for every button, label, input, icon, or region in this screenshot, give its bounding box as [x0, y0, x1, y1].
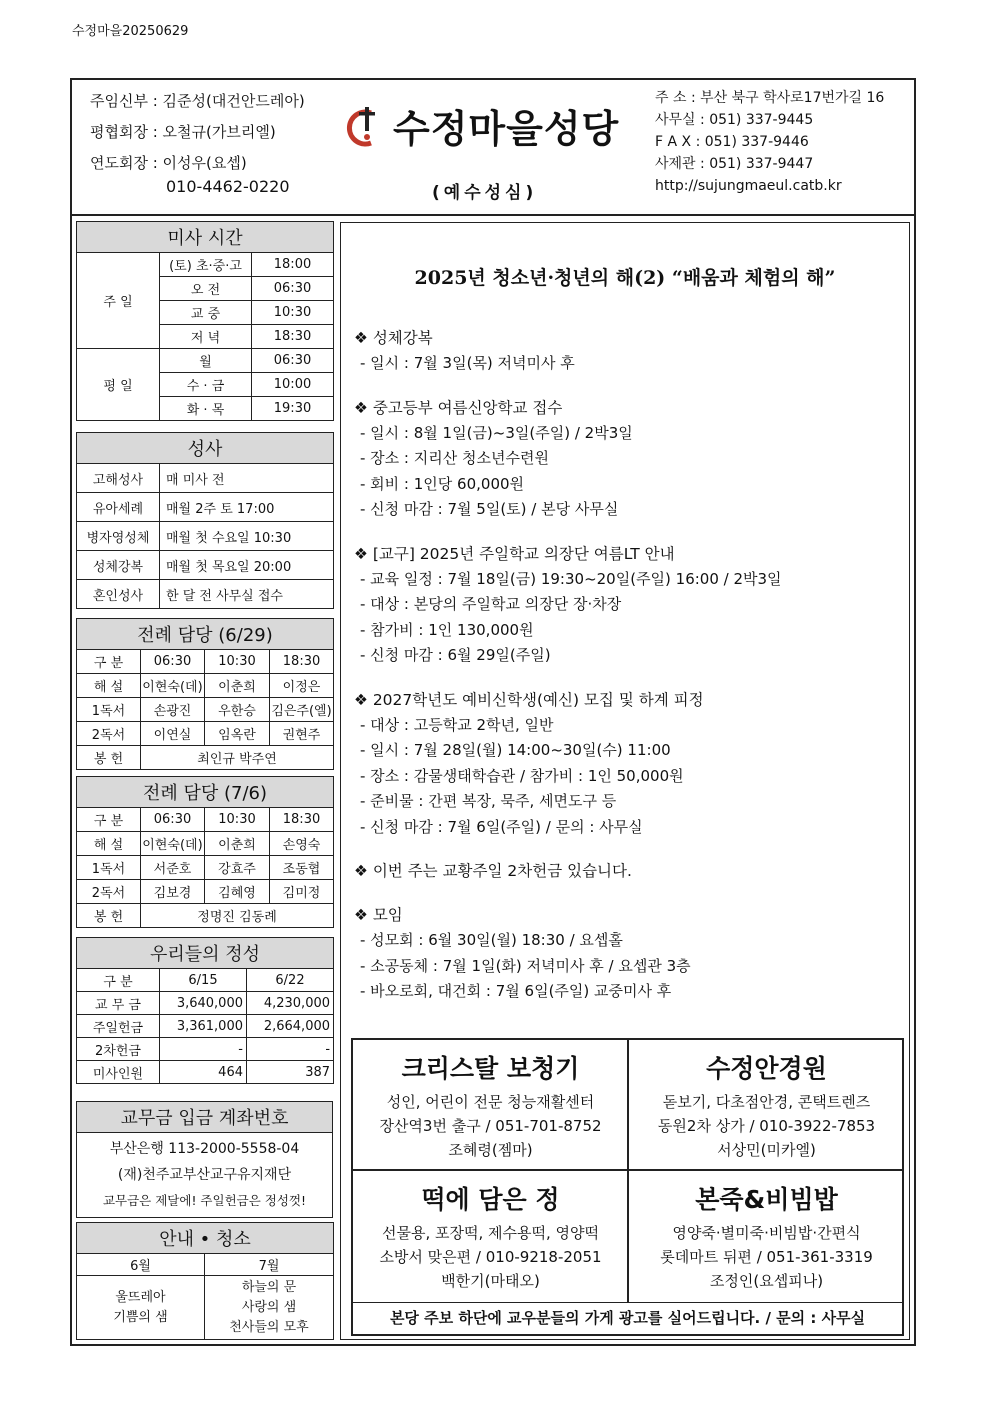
- offering-amount: 387: [247, 1061, 334, 1084]
- liturgy-role: 봉 헌: [77, 904, 141, 928]
- offering-amount: -: [247, 1038, 334, 1061]
- liturgy-person: 서준호: [141, 856, 205, 880]
- ad-line: 소방서 맞은편 / 010-9218-2051: [379, 1248, 602, 1266]
- ad-optician: [629, 1040, 904, 1162]
- section-heading: ❖ [교구] 2025년 주일학교 의장단 여름LT 안내: [354, 544, 675, 563]
- offering-amount: 464: [160, 1061, 247, 1084]
- offering-header: 구 분: [77, 969, 160, 992]
- website-link[interactable]: http://sujungmaeul.catb.kr: [655, 178, 842, 194]
- liturgy-person: 임옥란: [205, 722, 270, 746]
- church-emblem-icon: [345, 103, 387, 149]
- mass-time: 10:00: [252, 373, 334, 397]
- group-name: 기쁨의 샘: [113, 1309, 168, 1325]
- section-heading: ❖ 모임: [354, 906, 403, 924]
- section-line: - 일시 : 8월 1일(금)~3일(주일) / 2박3일: [360, 423, 633, 442]
- liturgy-role: 1독서: [77, 698, 141, 722]
- group-name: 하늘의 문: [241, 1279, 297, 1295]
- july-groups: [205, 1276, 334, 1340]
- ad-line: 돋보기, 다초점안경, 콘택트렌즈: [662, 1093, 871, 1111]
- sacrament-time: 매월 첫 목요일 20:00: [160, 551, 334, 580]
- liturgy-role: 2독서: [77, 880, 141, 904]
- account-details: [77, 1133, 333, 1218]
- offering-label: 미사인원: [77, 1061, 160, 1084]
- rectory-phone: 사제관 : 051) 337-9447: [655, 156, 814, 172]
- section-line: - 준비물 : 간편 복장, 묵주, 세면도구 등: [360, 792, 617, 810]
- liturgy-person: 이현숙(데): [141, 674, 205, 698]
- section-line: - 일시 : 7월 3일(목) 저녁미사 후: [360, 354, 575, 372]
- group-name: 천사들의 모후: [229, 1319, 309, 1335]
- liturgy-title: 전례 담당 (6/29): [77, 619, 334, 650]
- mass-times-title: 미사 시간: [77, 222, 334, 253]
- section-line: - 장소 : 지리산 청소년수련원: [360, 449, 549, 467]
- sacrament-name: 성체강복: [77, 551, 160, 580]
- sacrament-name: 유아세례: [77, 493, 160, 522]
- liturgy-role: 1독서: [77, 856, 141, 880]
- liturgy-person: 조동협: [270, 856, 334, 880]
- ad-name: 본죽&비빔밥: [695, 1185, 838, 1214]
- section-line: - 성모회 : 6월 30일(월) 18:30 / 요셉홀: [360, 931, 623, 949]
- sacrament-name: 병자영성체: [77, 522, 160, 551]
- section-line: - 신청 마감 : 6월 29일(주일): [360, 646, 551, 664]
- section-line: - 대상 : 본당의 주일학교 의장단 장·차장: [360, 595, 622, 613]
- youth-phone: 010-4462-0220: [166, 177, 290, 196]
- ad-hearing-aid: [353, 1040, 628, 1162]
- mass-time: 18:00: [252, 253, 334, 277]
- account-holder: (재)천주교부산교구유지재단: [117, 1167, 292, 1183]
- section-line: - 소공동체 : 7월 1일(화) 저녁미사 후 / 요셉관 3층: [360, 956, 691, 975]
- liturgy-header: 06:30: [141, 808, 205, 832]
- mass-times-table: [76, 221, 334, 421]
- sacrament-time: 한 달 전 사무실 접수: [160, 580, 334, 609]
- offering-amount: 2,664,000: [247, 1015, 334, 1038]
- ad-line: 영양죽·별미죽·비빔밥·간편식: [672, 1224, 861, 1242]
- mass-time: 06:30: [252, 277, 334, 301]
- cleaning-table: [76, 1222, 334, 1340]
- liturgy-offering: 정명진 김동례: [141, 904, 334, 928]
- mass-name: 저 녁: [160, 325, 252, 349]
- liturgy-header: 구 분: [77, 808, 141, 832]
- offering-amount: 3,361,000: [160, 1015, 247, 1038]
- ad-line: 백한기(마태오): [441, 1272, 540, 1290]
- section-line: - 일시 : 7월 28일(월) 14:00~30일(수) 11:00: [360, 741, 671, 759]
- ad-name: 크리스탈 보청기: [401, 1054, 580, 1083]
- section-line: - 참가비 : 1인 130,000원: [360, 620, 534, 639]
- pastor-line: 주임신부 : 김준성(대건안드레아): [90, 92, 305, 110]
- mass-time: 10:30: [252, 301, 334, 325]
- mass-name: 수 · 금: [160, 373, 252, 397]
- address-line: 주 소 : 부산 북구 학사로17번가길 16: [655, 90, 885, 106]
- liturgy-person: 김보경: [141, 880, 205, 904]
- mass-time: 06:30: [252, 349, 334, 373]
- ad-line: 서상민(미카엘): [717, 1141, 816, 1159]
- liturgy-person: 강효주: [205, 856, 270, 880]
- offering-header: 6/15: [160, 969, 247, 992]
- mass-name: 월: [160, 349, 252, 373]
- header-divider: [70, 214, 916, 216]
- group-name: 울뜨레아: [115, 1289, 166, 1305]
- month-july: 7월: [205, 1254, 334, 1276]
- section-line: - 바오로회, 대건회 : 7월 6일(주일) 교중미사 후: [360, 982, 672, 1000]
- section-heading: ❖ 중고등부 여름신앙학교 접수: [354, 398, 563, 417]
- liturgy-person: 김은주(엘): [270, 698, 334, 722]
- sacrament-time: 매월 첫 수요일 10:30: [160, 522, 334, 551]
- church-logo: [345, 98, 619, 153]
- church-name: 수정마을성당: [393, 107, 620, 151]
- liturgy-offering: 최인규 박주연: [141, 746, 334, 770]
- header-contacts: [655, 87, 884, 197]
- ad-line: 롯데마트 뒤편 / 051-361-3319: [660, 1248, 873, 1266]
- sacrament-time: 매 미사 전: [160, 464, 334, 493]
- liturgy-person: 이연실: [141, 722, 205, 746]
- offerings-table: [76, 937, 334, 1084]
- liturgy-header: 18:30: [270, 650, 334, 674]
- fax-number: F A X : 051) 337-9446: [655, 134, 809, 150]
- mass-name: 오 전: [160, 277, 252, 301]
- group-name: 사랑의 샘: [241, 1299, 297, 1315]
- section-line: - 장소 : 감물생태학습관 / 참가비 : 1인 50,000원: [360, 766, 684, 785]
- ad-line: 조혜령(젬마): [448, 1141, 533, 1159]
- mass-time: 19:30: [252, 397, 334, 421]
- ad-porridge: [629, 1171, 904, 1293]
- mass-name: 화 · 목: [160, 397, 252, 421]
- offering-label: 2차헌금: [77, 1038, 160, 1061]
- offering-header: 6/22: [247, 969, 334, 992]
- liturgy-table-0706: [76, 776, 334, 928]
- sacraments-table: [76, 432, 334, 609]
- offerings-title: 우리들의 정성: [77, 938, 334, 969]
- liturgy-person: 김미정: [270, 880, 334, 904]
- offering-label: 주일헌금: [77, 1015, 160, 1038]
- section-line: - 회비 : 1인당 60,000원: [360, 474, 525, 493]
- ad-line: 장산역3번 출구 / 051-701-8752: [379, 1117, 602, 1135]
- liturgy-person: 이정은: [270, 674, 334, 698]
- offering-amount: -: [160, 1038, 247, 1061]
- month-june: 6월: [77, 1254, 205, 1276]
- liturgy-title: 전례 담당 (7/6): [77, 777, 334, 808]
- announcements-title: 2025년 청소년·청년의 해(2) “배움과 체험의 해”: [414, 267, 836, 289]
- sunday-label: 주 일: [77, 253, 160, 349]
- document-id: 수정마을20250629: [72, 24, 189, 39]
- sacrament-name: 혼인성사: [77, 580, 160, 609]
- liturgy-role: 2독서: [77, 722, 141, 746]
- liturgy-person: 손광진: [141, 698, 205, 722]
- sacrament-name: 고해성사: [77, 464, 160, 493]
- ads-footer: 본당 주보 하단에 교우분들의 가게 광고를 실어드립니다. / 문의 : 사무실: [353, 1302, 902, 1333]
- ad-line: 동원2차 상가 / 010-3922-7853: [657, 1117, 876, 1135]
- section-line: - 신청 마감 : 7월 6일(주일) / 문의 : 사무실: [360, 817, 643, 836]
- bank-account: 부산은행 113-2000-5558-04: [109, 1141, 300, 1157]
- offering-amount: 3,640,000: [160, 992, 247, 1015]
- weekday-label: 평 일: [77, 349, 160, 421]
- sacraments-title: 성사: [77, 433, 334, 464]
- offering-amount: 4,230,000: [247, 992, 334, 1015]
- account-title: 교무금 입금 계좌번호: [77, 1102, 333, 1133]
- ad-line: 조정인(요셉피나): [709, 1272, 824, 1290]
- liturgy-person: 이춘희: [205, 832, 270, 856]
- ad-name: 떡에 담은 정: [421, 1185, 560, 1214]
- ad-name: 수정안경원: [706, 1054, 827, 1083]
- account-note: 교무금은 제달에! 주일헌금은 정성껏!: [102, 1193, 307, 1208]
- liturgy-person: 김혜영: [205, 880, 270, 904]
- liturgy-person: 손영숙: [270, 832, 334, 856]
- announcements-list: [354, 326, 904, 1005]
- ad-line: 성인, 어린이 전문 청능재활센터: [386, 1093, 595, 1111]
- section-heading: ❖ 성체강복: [354, 329, 433, 347]
- section-line: - 교육 일정 : 7월 18일(금) 19:30~20일(주일) 16:00 / 2박3일: [360, 569, 782, 588]
- liturgy-person: 이현숙(데): [141, 832, 205, 856]
- liturgy-header: 10:30: [205, 650, 270, 674]
- section-heading: ❖ 이번 주는 교황주일 2차헌금 있습니다.: [354, 862, 632, 880]
- liturgy-role: 해 설: [77, 832, 141, 856]
- sacrament-time: 매월 2주 토 17:00: [160, 493, 334, 522]
- youth-line: 연도회장 : 이성우(요셉): [90, 154, 247, 172]
- office-phone: 사무실 : 051) 337-9445: [655, 112, 814, 128]
- feast-subtitle: (예수성심): [432, 183, 538, 203]
- mass-name: (토) 초·중·고: [160, 253, 252, 277]
- liturgy-header: 구 분: [77, 650, 141, 674]
- liturgy-role: 봉 헌: [77, 746, 141, 770]
- offering-label: 교 무 금: [77, 992, 160, 1015]
- cleaning-title: 안내 • 청소: [77, 1223, 334, 1254]
- ad-rice-cake: [353, 1171, 628, 1293]
- council-line: 평협회장 : 오철규(가브리엘): [90, 123, 276, 141]
- liturgy-role: 해 설: [77, 674, 141, 698]
- liturgy-header: 10:30: [205, 808, 270, 832]
- liturgy-person: 이춘희: [205, 674, 270, 698]
- ad-line: 선물용, 포장떡, 제수용떡, 영양떡: [382, 1224, 599, 1242]
- section-heading: ❖ 2027학년도 예비신학생(예신) 모집 및 하계 피정: [354, 690, 704, 709]
- liturgy-person: 권현주: [270, 722, 334, 746]
- june-groups: [77, 1276, 205, 1340]
- liturgy-header: 18:30: [270, 808, 334, 832]
- header-staff: [90, 91, 305, 197]
- account-table: [76, 1101, 333, 1218]
- section-line: - 대상 : 고등학교 2학년, 일반: [360, 715, 554, 734]
- ads-box: [351, 1038, 904, 1336]
- mass-name: 교 중: [160, 301, 252, 325]
- mass-time: 18:30: [252, 325, 334, 349]
- liturgy-person: 우한승: [205, 698, 270, 722]
- liturgy-header: 06:30: [141, 650, 205, 674]
- liturgy-table-0629: [76, 618, 334, 770]
- section-line: - 신청 마감 : 7월 5일(토) / 본당 사무실: [360, 500, 619, 518]
